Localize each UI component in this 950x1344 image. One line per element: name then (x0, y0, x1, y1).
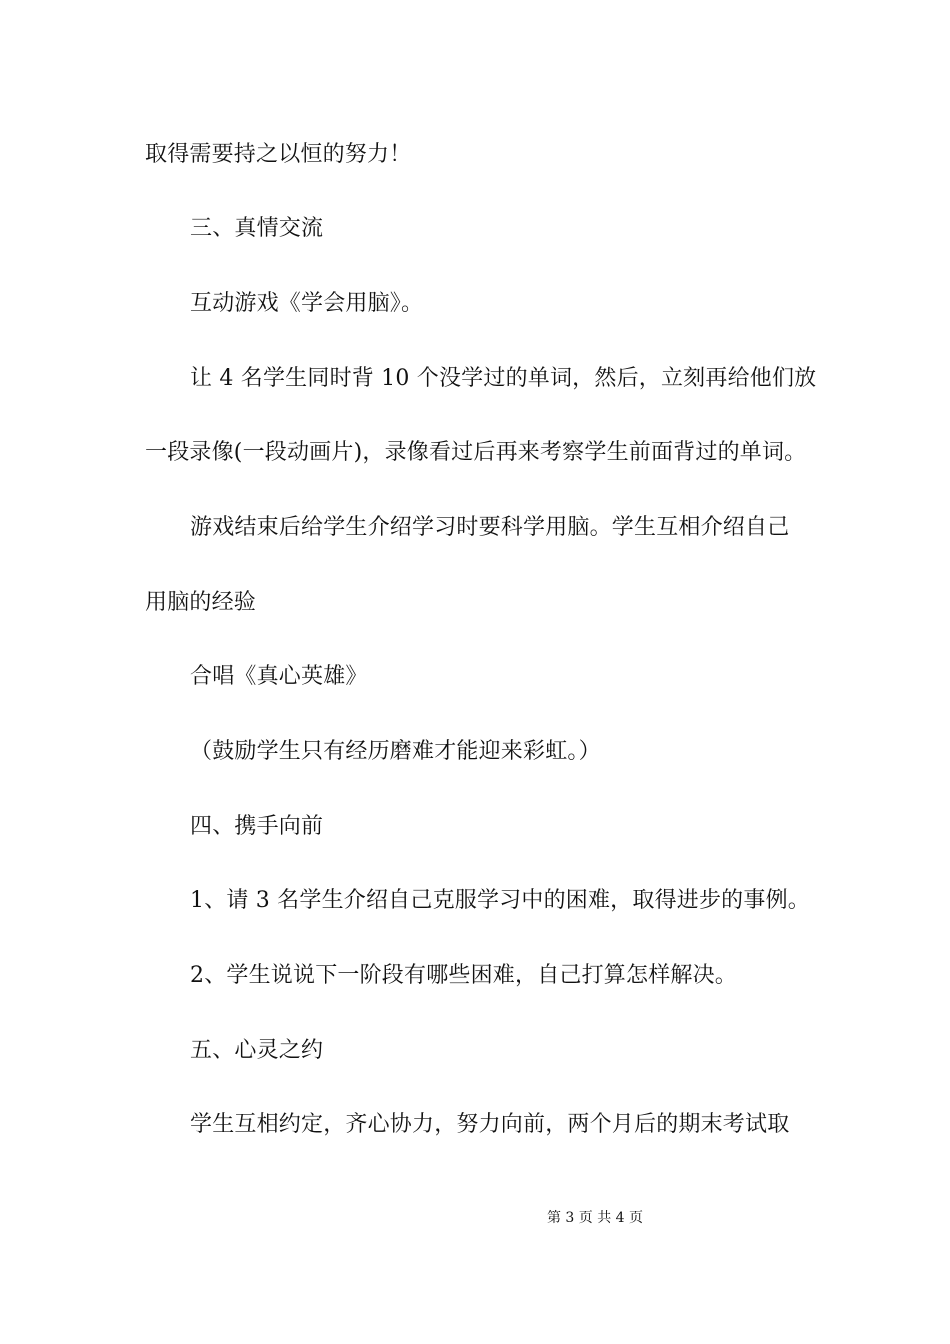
paragraph-line-11: 1、请 3 名学生介绍自己克服学习中的困难，取得进步的事例。 (190, 888, 810, 913)
paragraph-line-8: 合唱《真心英雄》 (190, 664, 368, 689)
section-heading-5: 五、心灵之约 (190, 1038, 324, 1063)
paragraph-line-5: 一段录像(一段动画片)，录像看过后再来考察学生前面背过的单词。 (145, 440, 807, 465)
page-number-footer: 第 3 页 共 4 页 (546, 1210, 644, 1226)
section-heading-4: 四、携手向前 (190, 814, 324, 839)
section-heading-3: 三、真情交流 (190, 216, 324, 241)
paragraph-line-9: （鼓励学生只有经历磨难才能迎来彩虹。） (190, 739, 601, 764)
paragraph-line-3: 互动游戏《学会用脑》。 (190, 291, 424, 316)
paragraph-line-4: 让 4 名学生同时背 10 个没学过的单词，然后，立刻再给他们放 (190, 366, 817, 391)
paragraph-line-6: 游戏结束后给学生介绍学习时要科学用脑。学生互相介绍自己 (190, 515, 790, 540)
paragraph-line-12: 2、学生说说下一阶段有哪些困难，自己打算怎样解决。 (190, 963, 737, 988)
paragraph-line-1: 取得需要持之以恒的努力！ (145, 142, 412, 167)
paragraph-line-14: 学生互相约定，齐心协力，努力向前，两个月后的期末考试取 (190, 1112, 790, 1137)
paragraph-line-7: 用脑的经验 (145, 590, 257, 615)
